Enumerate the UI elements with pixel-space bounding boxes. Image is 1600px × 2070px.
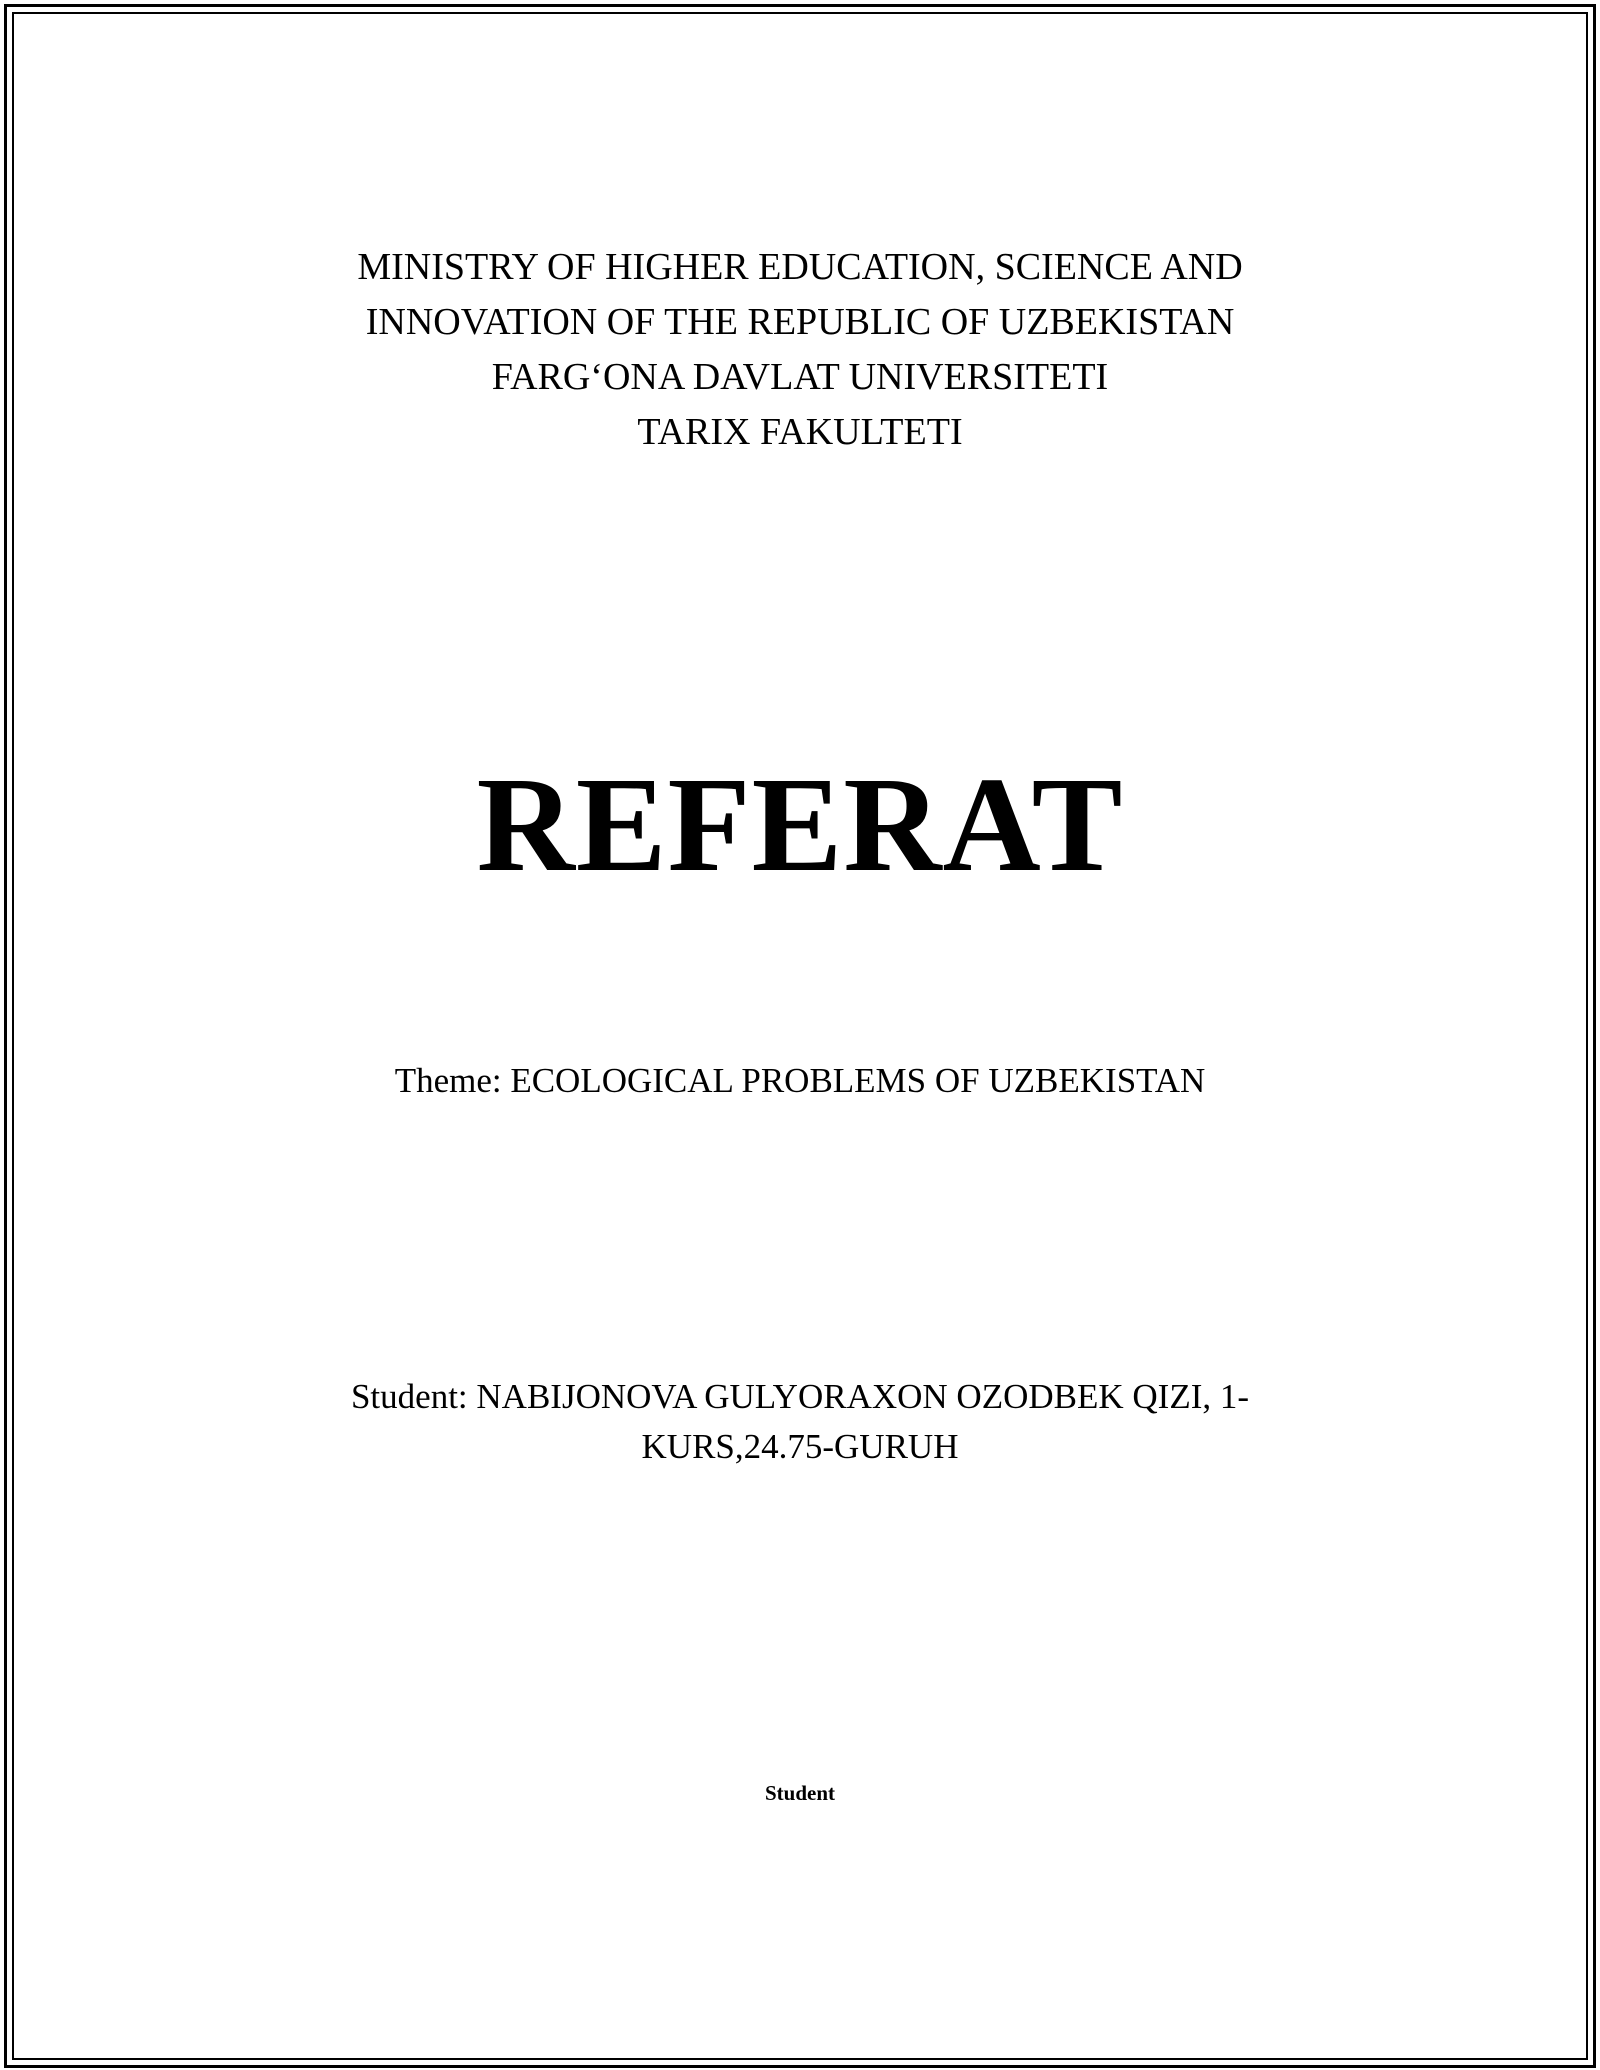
header-line-ministry-1: MINISTRY OF HIGHER EDUCATION, SCIENCE AND [357,246,1243,288]
header-line-faculty: TARIX FAKULTETI [637,411,963,453]
theme-line: Theme: ECOLOGICAL PROBLEMS OF UZBEKISTAN [394,1061,1206,1100]
institution-header [0,240,1600,460]
header-line-ministry-2: INNOVATION OF THE REPUBLIC OF UZBEKISTAN [365,301,1235,343]
student-line-group: KURS,24.75-GURUH [641,1427,959,1466]
header-line-university: FARG‘ONA DAVLAT UNIVERSITETI [491,356,1109,398]
student-line-name: Student: NABIJONOVA GULYORAXON OZODBEK QIZI, 1- [350,1377,1250,1416]
document-title: REFERAT [476,750,1124,900]
student-info [300,1372,1300,1472]
signature-label: Student [764,1781,836,1805]
